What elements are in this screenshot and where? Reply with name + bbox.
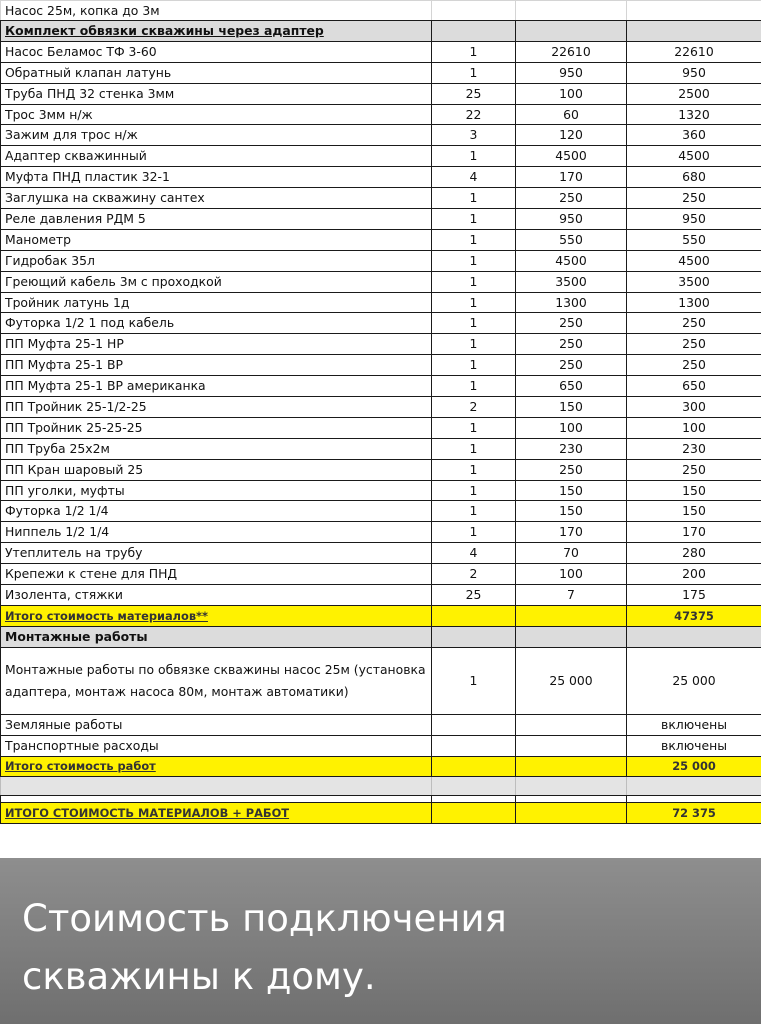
item-sum: 360 xyxy=(627,125,761,146)
table-row xyxy=(1,313,761,334)
item-sum: 200 xyxy=(627,564,761,585)
item-qty: 22 xyxy=(432,104,516,125)
item-price: 22610 xyxy=(516,41,627,62)
item-price: 70 xyxy=(516,543,627,564)
earthworks-name: Земляные работы xyxy=(1,714,432,735)
item-price: 4500 xyxy=(516,250,627,271)
materials-total-label: Итого стоимость материалов** xyxy=(1,605,432,626)
works-total-value: 25 000 xyxy=(627,756,761,777)
item-price: 3500 xyxy=(516,271,627,292)
table-row xyxy=(1,167,761,188)
item-qty: 1 xyxy=(432,229,516,250)
item-price: 120 xyxy=(516,125,627,146)
table-row xyxy=(1,104,761,125)
item-price: 550 xyxy=(516,229,627,250)
item-price: 250 xyxy=(516,334,627,355)
item-qty: 1 xyxy=(432,480,516,501)
item-sum: 1300 xyxy=(627,292,761,313)
item-name: Реле давления РДМ 5 xyxy=(1,209,432,230)
table-row xyxy=(1,188,761,209)
item-qty: 1 xyxy=(432,292,516,313)
item-qty: 1 xyxy=(432,376,516,397)
item-price: 650 xyxy=(516,376,627,397)
blank-row xyxy=(1,777,761,796)
table-row xyxy=(1,480,761,501)
item-price: 150 xyxy=(516,397,627,418)
item-sum: 950 xyxy=(627,209,761,230)
item-name: Насос Беламос ТФ 3-60 xyxy=(1,41,432,62)
table-row xyxy=(1,271,761,292)
item-price: 170 xyxy=(516,167,627,188)
item-price: 950 xyxy=(516,209,627,230)
item-sum: 650 xyxy=(627,376,761,397)
item-sum: 22610 xyxy=(627,41,761,62)
table-row xyxy=(1,564,761,585)
item-sum: 550 xyxy=(627,229,761,250)
item-sum: 230 xyxy=(627,438,761,459)
item-sum: 1320 xyxy=(627,104,761,125)
item-name: Футорка 1/2 1/4 xyxy=(1,501,432,522)
item-sum: 170 xyxy=(627,522,761,543)
item-name: Крепежи к стене для ПНД xyxy=(1,564,432,585)
works-total-label: Итого стоимость работ xyxy=(1,756,432,777)
table-row xyxy=(1,125,761,146)
item-sum: 250 xyxy=(627,355,761,376)
item-name: Зажим для трос н/ж xyxy=(1,125,432,146)
item-price: 100 xyxy=(516,417,627,438)
spacer-row xyxy=(1,796,761,803)
item-sum: 4500 xyxy=(627,146,761,167)
item-sum: 4500 xyxy=(627,250,761,271)
header-note: Насос 25м, копка до 3м xyxy=(1,1,432,21)
item-qty: 1 xyxy=(432,250,516,271)
item-name: ПП уголки, муфты xyxy=(1,480,432,501)
works-main-qty: 1 xyxy=(432,647,516,714)
item-qty: 1 xyxy=(432,417,516,438)
item-sum: 950 xyxy=(627,62,761,83)
materials-total-value: 47375 xyxy=(627,605,761,626)
table-row xyxy=(1,438,761,459)
item-name: Трос 3мм н/ж xyxy=(1,104,432,125)
item-price: 150 xyxy=(516,501,627,522)
item-qty: 1 xyxy=(432,209,516,230)
item-name: Обратный клапан латунь xyxy=(1,62,432,83)
table-row xyxy=(1,250,761,271)
item-sum: 680 xyxy=(627,167,761,188)
item-sum: 250 xyxy=(627,334,761,355)
item-name: Ниппель 1/2 1/4 xyxy=(1,522,432,543)
item-name: ПП Тройник 25-25-25 xyxy=(1,417,432,438)
item-name: ПП Кран шаровый 25 xyxy=(1,459,432,480)
item-name: Заглушка на скважину сантех xyxy=(1,188,432,209)
item-qty: 1 xyxy=(432,355,516,376)
table-row xyxy=(1,585,761,606)
table-row xyxy=(1,146,761,167)
grand-total-row xyxy=(1,803,761,824)
transport-row xyxy=(1,735,761,756)
item-qty: 4 xyxy=(432,543,516,564)
table-row xyxy=(1,376,761,397)
works-main-price: 25 000 xyxy=(516,647,627,714)
item-sum: 150 xyxy=(627,480,761,501)
table-row xyxy=(1,334,761,355)
item-qty: 3 xyxy=(432,125,516,146)
item-qty: 1 xyxy=(432,146,516,167)
table-row xyxy=(1,543,761,564)
table-row xyxy=(1,459,761,480)
item-qty: 1 xyxy=(432,501,516,522)
item-sum: 175 xyxy=(627,585,761,606)
item-sum: 100 xyxy=(627,417,761,438)
item-name: ПП Труба 25х2м xyxy=(1,438,432,459)
item-name: Изолента, стяжки xyxy=(1,585,432,606)
works-main-row xyxy=(1,647,761,714)
table-row xyxy=(1,83,761,104)
caption-line-2: скважины к дому. xyxy=(22,955,376,998)
item-price: 250 xyxy=(516,355,627,376)
item-price: 250 xyxy=(516,188,627,209)
item-price: 230 xyxy=(516,438,627,459)
item-name: Футорка 1/2 1 под кабель xyxy=(1,313,432,334)
item-price: 100 xyxy=(516,83,627,104)
item-qty: 1 xyxy=(432,41,516,62)
item-qty: 2 xyxy=(432,397,516,418)
item-name: ПП Муфта 25-1 НР xyxy=(1,334,432,355)
item-qty: 2 xyxy=(432,564,516,585)
header-note-row xyxy=(1,1,761,21)
works-main-name: Монтажные работы по обвязке скважины насос 25м (установка адаптера, монтаж насоса 80м, монтаж автоматики) xyxy=(1,647,432,714)
table-row xyxy=(1,501,761,522)
item-qty: 25 xyxy=(432,585,516,606)
item-name: Труба ПНД 32 стенка 3мм xyxy=(1,83,432,104)
item-sum: 300 xyxy=(627,397,761,418)
table-row xyxy=(1,41,761,62)
item-name: Утеплитель на трубу xyxy=(1,543,432,564)
item-name: Адаптер скважинный xyxy=(1,146,432,167)
table-row xyxy=(1,229,761,250)
earthworks-value: включены xyxy=(627,714,761,735)
item-sum: 250 xyxy=(627,313,761,334)
item-qty: 1 xyxy=(432,334,516,355)
item-price: 100 xyxy=(516,564,627,585)
item-price: 7 xyxy=(516,585,627,606)
caption-banner xyxy=(0,858,761,1024)
transport-name: Транспортные расходы xyxy=(1,735,432,756)
item-sum: 250 xyxy=(627,459,761,480)
item-qty: 1 xyxy=(432,438,516,459)
materials-section-title: Комплект обвязки скважины через адаптер xyxy=(1,21,432,42)
item-price: 250 xyxy=(516,313,627,334)
item-qty: 1 xyxy=(432,271,516,292)
works-total-row xyxy=(1,756,761,777)
item-name: Манометр xyxy=(1,229,432,250)
item-price: 250 xyxy=(516,459,627,480)
works-section-row xyxy=(1,626,761,647)
item-price: 150 xyxy=(516,480,627,501)
item-qty: 1 xyxy=(432,313,516,334)
item-qty: 25 xyxy=(432,83,516,104)
item-sum: 150 xyxy=(627,501,761,522)
item-price: 170 xyxy=(516,522,627,543)
table-row xyxy=(1,62,761,83)
item-name: ПП Муфта 25-1 ВР xyxy=(1,355,432,376)
item-qty: 1 xyxy=(432,188,516,209)
item-qty: 1 xyxy=(432,522,516,543)
item-qty: 1 xyxy=(432,62,516,83)
item-name: ПП Муфта 25-1 ВР американка xyxy=(1,376,432,397)
item-qty: 4 xyxy=(432,167,516,188)
item-price: 4500 xyxy=(516,146,627,167)
item-name: Греющий кабель 3м с проходкой xyxy=(1,271,432,292)
transport-value: включены xyxy=(627,735,761,756)
grand-total-label: ИТОГО СТОИМОСТЬ МАТЕРИАЛОВ + РАБОТ xyxy=(1,803,432,824)
table-row xyxy=(1,292,761,313)
item-name: ПП Тройник 25-1/2-25 xyxy=(1,397,432,418)
table-row xyxy=(1,417,761,438)
item-sum: 2500 xyxy=(627,83,761,104)
item-name: Муфта ПНД пластик 32-1 xyxy=(1,167,432,188)
materials-section-row xyxy=(1,21,761,42)
works-main-sum: 25 000 xyxy=(627,647,761,714)
item-price: 1300 xyxy=(516,292,627,313)
earthworks-row xyxy=(1,714,761,735)
item-qty: 1 xyxy=(432,459,516,480)
item-name: Тройник латунь 1д xyxy=(1,292,432,313)
item-price: 60 xyxy=(516,104,627,125)
item-name: Гидробак 35л xyxy=(1,250,432,271)
works-section-title: Монтажные работы xyxy=(1,626,432,647)
grand-total-value: 72 375 xyxy=(627,803,761,824)
item-price: 950 xyxy=(516,62,627,83)
table-row xyxy=(1,522,761,543)
table-row xyxy=(1,209,761,230)
table-row xyxy=(1,355,761,376)
item-sum: 250 xyxy=(627,188,761,209)
item-sum: 280 xyxy=(627,543,761,564)
item-sum: 3500 xyxy=(627,271,761,292)
table-row xyxy=(1,397,761,418)
caption-line-1: Стоимость подключения xyxy=(22,897,507,940)
materials-total-row xyxy=(1,605,761,626)
